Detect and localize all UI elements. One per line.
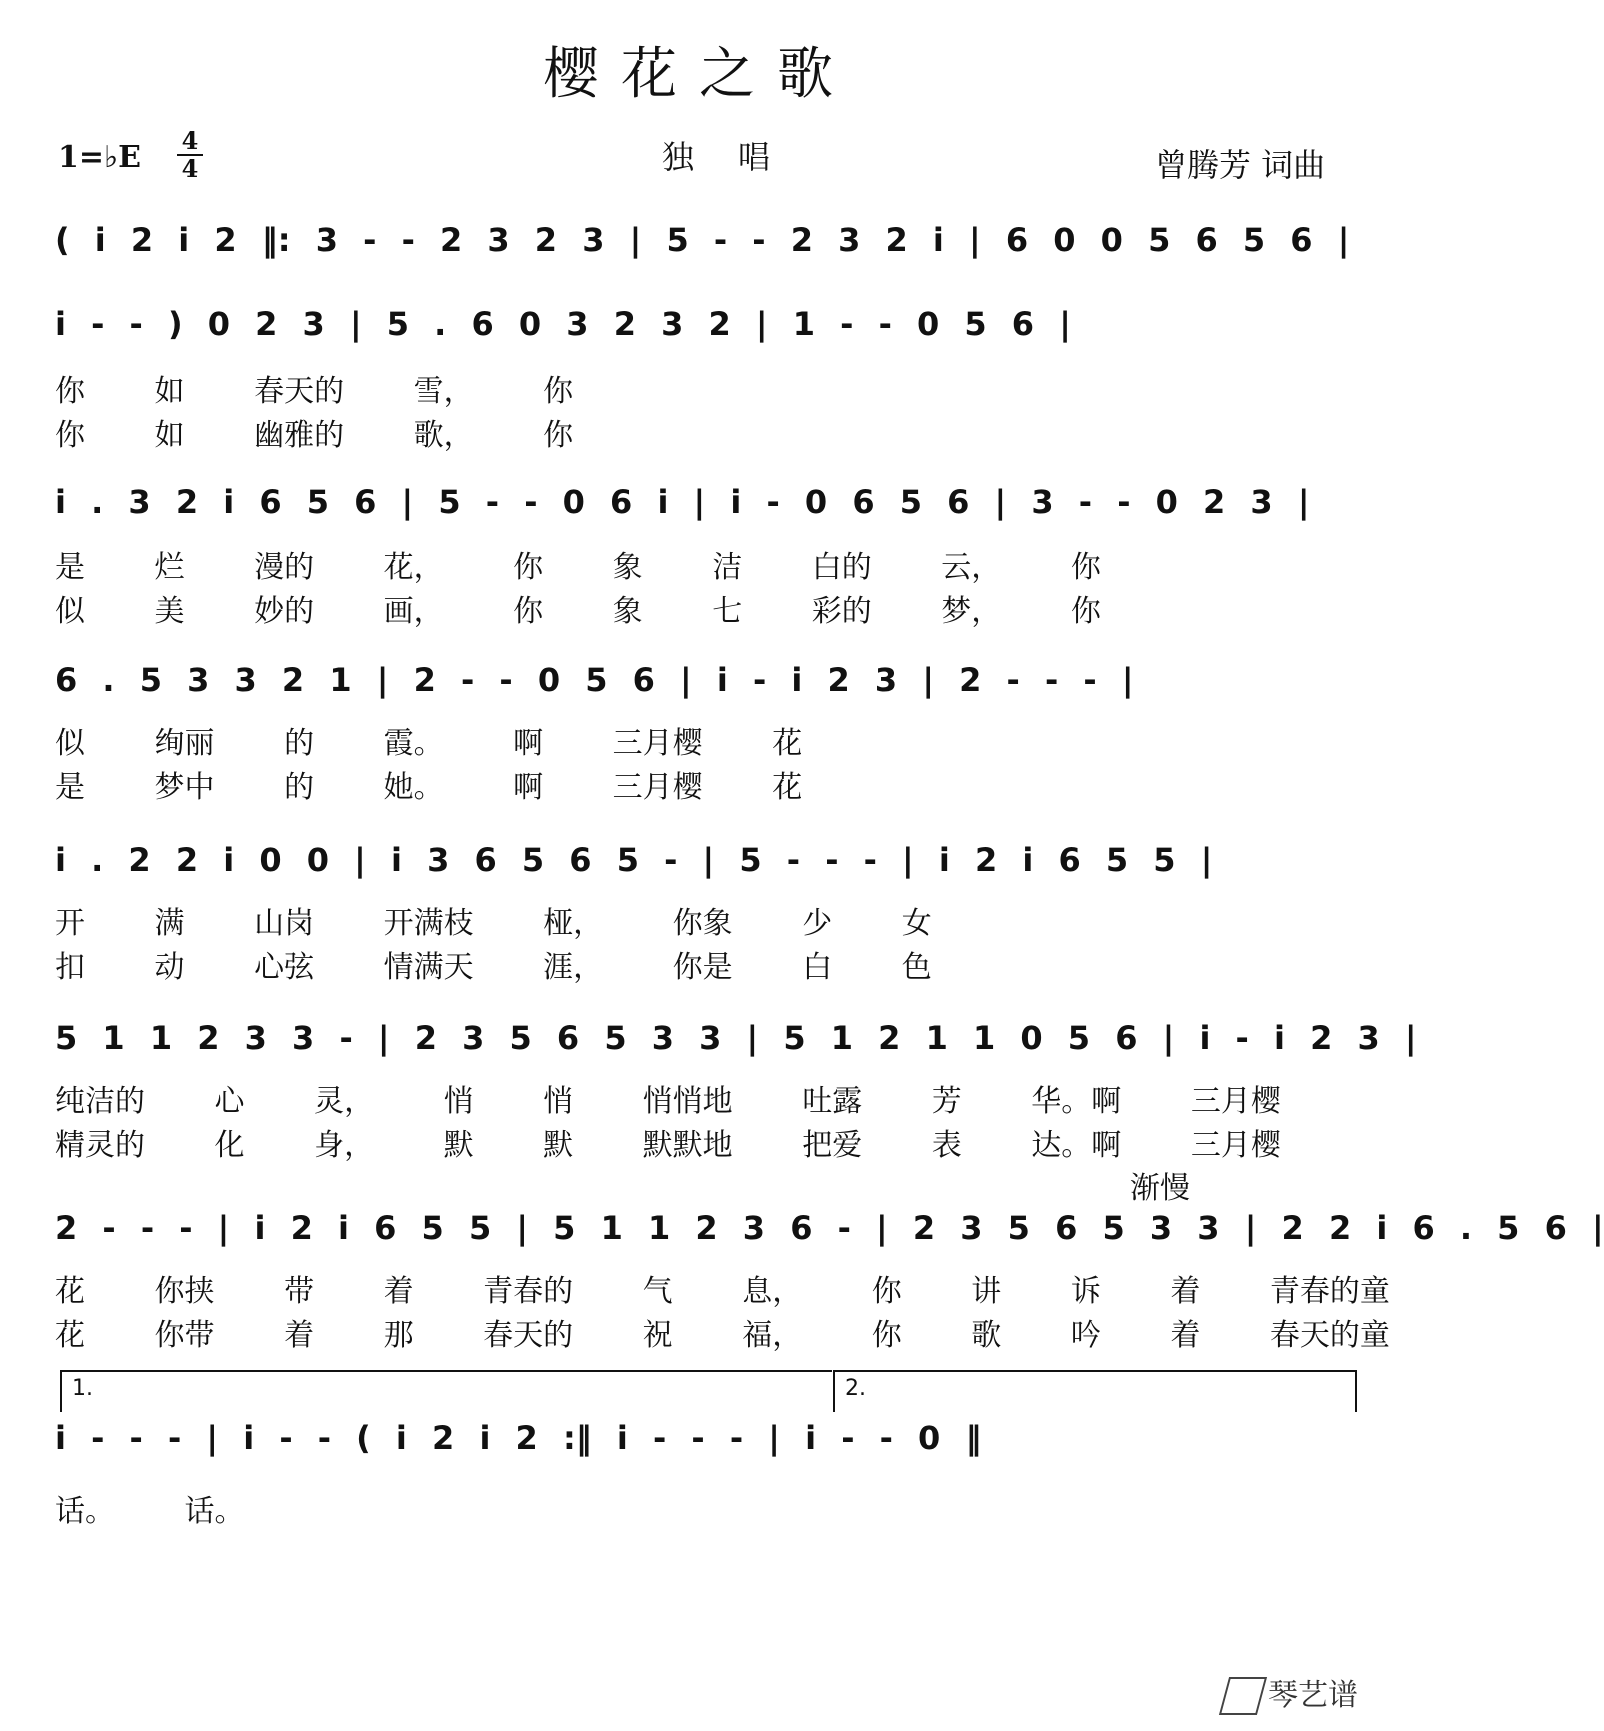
volta-1-label: 1. bbox=[72, 1376, 93, 1401]
key-signature: 1=♭E bbox=[58, 140, 142, 175]
lyric-verse-1: 似 绚丽 的 霞。 啊 三月樱 花 bbox=[55, 726, 803, 761]
notes-row: 2 - - - | i 2 i 6 5 5 | 5 1 1 2 3 6 - | 2 3 5 6 5 3 3 | 2 2 i 6 . 5 6 | bbox=[55, 1209, 1604, 1247]
lyric-verse-2: 扣 动 心弦 情满天 涯， 你是 白 色 bbox=[55, 950, 932, 985]
meter-top: 4 bbox=[181, 126, 199, 155]
lyric-verse-1: 开 满 山岗 开满枝 桠， 你象 少 女 bbox=[55, 906, 932, 941]
lyric-verse-1: 你 如 春天的 雪， 你 bbox=[55, 374, 574, 409]
lyric-verse-2: 是 梦中 的 她。 啊 三月樱 花 bbox=[55, 770, 803, 805]
notes-row: 6 . 5 3 3 2 1 | 2 - - 0 5 6 | i - i 2 3 | 2 - - - | bbox=[55, 661, 1134, 699]
lyric-verse-2: 精灵的 化 身， 默 默 默默地 把爱 表 达。啊 三月樱 bbox=[55, 1128, 1281, 1163]
volta-2-label: 2. bbox=[845, 1376, 866, 1401]
notes-row: ( i 2 i 2 ‖: 3 - - 2 3 2 3 | 5 - - 2 3 2 i | 6 0 0 5 6 5 6 | bbox=[55, 221, 1350, 259]
notes-row: 5 1 1 2 3 3 - | 2 3 5 6 5 3 3 | 5 1 2 1 1 0 5 6 | i - i 2 3 | bbox=[55, 1019, 1417, 1057]
notes-row: i - - ) 0 2 3 | 5 . 6 0 3 2 3 2 | 1 - - 0 5 6 | bbox=[55, 305, 1071, 343]
lyric-verse-1: 花 你挟 带 着 青春的 气 息， 你 讲 诉 着 青春的童 bbox=[55, 1274, 1390, 1309]
notes-row: i . 2 2 i 0 0 | i 3 6 5 6 5 - | 5 - - - | i 2 i 6 5 5 | bbox=[55, 841, 1213, 879]
song-title: 樱花之歌 bbox=[543, 42, 855, 107]
author-credit: 曾腾芳 词曲 bbox=[1155, 146, 1326, 184]
meter-bottom: 4 bbox=[181, 154, 199, 183]
lyric-verse-1: 话。 话。 bbox=[55, 1494, 245, 1529]
volta-1-bracket bbox=[60, 1370, 832, 1412]
logo-icon bbox=[1219, 1677, 1267, 1715]
lyric-verse-1: 是 烂 漫的 花， 你 象 洁 白的 云， 你 bbox=[55, 550, 1101, 585]
lyric-verse-2: 花 你带 着 那 春天的 祝 福， 你 歌 吟 着 春天的童 bbox=[55, 1318, 1390, 1353]
notes-row: i . 3 2 i 6 5 6 | 5 - - 0 6 i | i - 0 6 5 6 | 3 - - 0 2 3 | bbox=[55, 483, 1310, 521]
site-logo bbox=[1224, 1670, 1358, 1716]
logo-text: 琴艺谱 bbox=[1268, 1677, 1358, 1713]
lyric-verse-2: 你 如 幽雅的 歌， 你 bbox=[55, 418, 574, 453]
notes-row: i - - - | i - - ( i 2 i 2 :‖ i - - - | i - - 0 ‖ bbox=[55, 1419, 982, 1457]
volta-2-bracket bbox=[833, 1370, 1357, 1412]
lyric-verse-1: 纯洁的 心 灵， 悄 悄 悄悄地 吐露 芳 华。啊 三月樱 bbox=[55, 1084, 1281, 1119]
performance-type: 独唱 bbox=[662, 138, 815, 176]
lyric-verse-2: 似 美 妙的 画， 你 象 七 彩的 梦， 你 bbox=[55, 594, 1101, 629]
time-signature bbox=[175, 128, 205, 182]
tempo-mark: 渐慢 bbox=[1130, 1171, 1190, 1206]
